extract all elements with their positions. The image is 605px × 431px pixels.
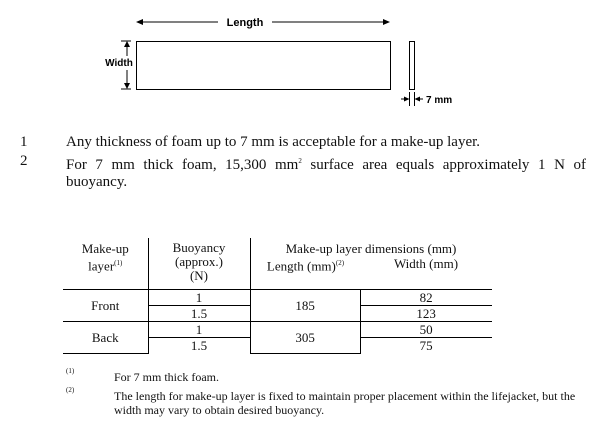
table-row xyxy=(63,322,492,338)
cell-buoyancy: 1 xyxy=(148,290,250,306)
footnote-1-mark: (1) xyxy=(66,367,75,375)
table-header-row xyxy=(63,238,492,290)
cell-width: 50 xyxy=(360,322,491,338)
foam-layer-rectangle xyxy=(137,42,391,90)
length-arrow-right xyxy=(383,19,390,25)
footnote-2-text: The length for make-up layer is fixed to maintain proper placement within the lifejacket, but the width may vary to obtain desired buoyancy. xyxy=(114,389,576,417)
footnote-1-text: For 7 mm thick foam. xyxy=(114,370,219,384)
note-2-text xyxy=(66,153,586,191)
thickness-arrow-left xyxy=(404,97,410,102)
table-row xyxy=(63,290,492,306)
width-arrow-bottom xyxy=(124,83,130,89)
header-dimensions-group xyxy=(250,238,492,290)
footnote-2-mark: (2) xyxy=(66,386,75,394)
make-up-layer-table xyxy=(63,238,492,354)
cell-buoyancy: 1.5 xyxy=(148,338,250,354)
cell-width: 75 xyxy=(360,338,491,354)
length-label: Length xyxy=(226,17,264,29)
note-2-number: 2 xyxy=(20,153,28,169)
thickness-arrow-right xyxy=(415,97,421,102)
header-make-up-layer: Make-up layer$^{(1)}$ xyxy=(63,238,148,290)
note-2-text-before: For 7 mm thick foam, 15,300 mm xyxy=(66,157,299,173)
header-buoyancy: Buoyancy (approx.) (N) xyxy=(148,238,250,290)
cell-layer-back: Back xyxy=(63,322,148,354)
cell-buoyancy: 1 xyxy=(148,322,250,338)
cell-length: 305 xyxy=(250,322,360,354)
make-up-layer-diagram xyxy=(0,0,605,120)
thickness-label: 7 mm xyxy=(426,95,453,106)
width-label: Width xyxy=(105,58,133,69)
header-length: Length (mm)$^{(2)}$ xyxy=(266,258,345,274)
width-arrow-top xyxy=(124,41,130,47)
cell-width: 82 xyxy=(360,290,491,306)
cell-width: 123 xyxy=(360,306,491,322)
header-dimensions: Make-up layer dimensions (mm) xyxy=(285,241,457,256)
length-arrow-left xyxy=(136,19,143,25)
cell-buoyancy: 1.5 xyxy=(148,306,250,322)
note-1-number: 1 xyxy=(20,134,28,150)
note-2-superscript: 2 xyxy=(298,157,302,165)
note-1-text: Any thickness of foam up to 7 mm is acceptable for a make-up layer. xyxy=(66,134,481,150)
note-2-text-after: surface area equals approximately 1 N of buoyancy. xyxy=(66,157,586,190)
cell-length: 185 xyxy=(250,290,360,322)
foam-layer-side-profile xyxy=(410,42,415,90)
cell-layer-front: Front xyxy=(63,290,148,322)
header-width: Width (mm) xyxy=(393,256,459,271)
